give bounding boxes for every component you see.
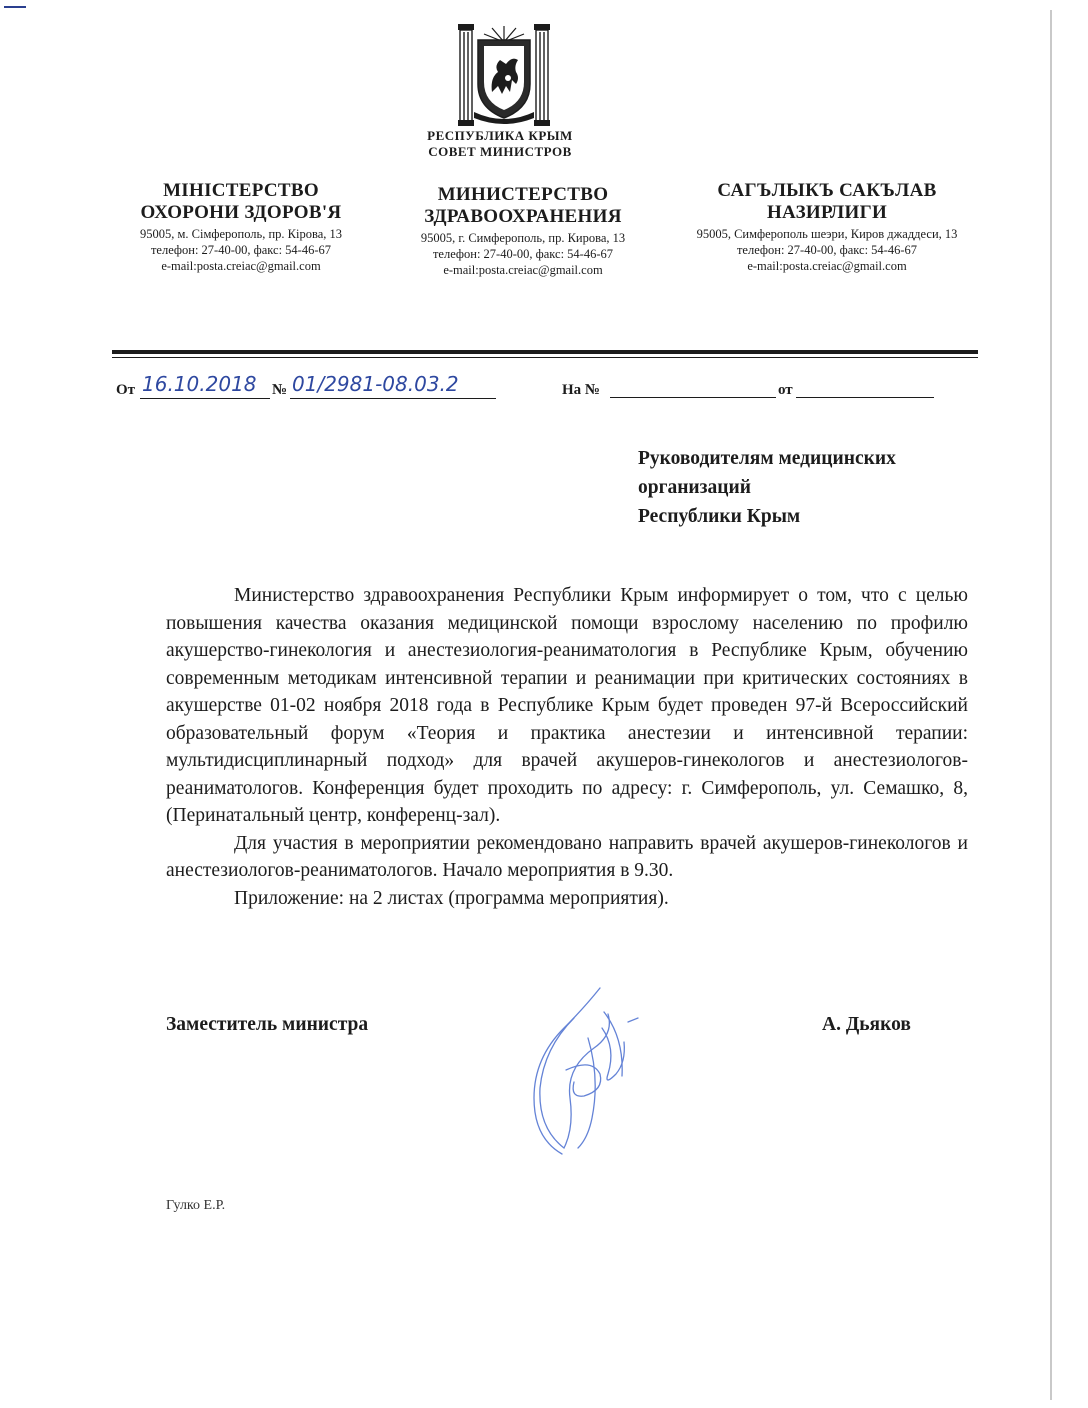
addressee-block xyxy=(638,444,998,531)
department-phone: телефон: 27-40-00, факс: 54-46-67 xyxy=(432,247,614,261)
department-name-line2: НАЗИРЛИГИ xyxy=(766,202,888,223)
number-field xyxy=(290,372,496,399)
department-address: 95005, м. Сімферополь, пр. Кірова, 13 xyxy=(139,227,343,241)
department-ukrainian xyxy=(96,180,386,274)
addressee-line: организаций xyxy=(638,477,751,498)
body-paragraph-participation: Для участия в мероприятии рекомендовано направить врачей акушеров-гинекологов и анестезиологов-реаниматологов. Начало мероприятия в 9.30. xyxy=(166,832,968,881)
from-label: От xyxy=(116,382,136,398)
coat-of-arms-icon xyxy=(458,22,550,128)
number-label: № xyxy=(272,382,288,398)
department-phone: телефон: 27-40-00, факс: 54-46-67 xyxy=(150,243,332,257)
reply-date-field xyxy=(796,380,934,398)
page-edge-line xyxy=(1050,10,1052,1400)
department-name-line1: МІНІСТЕРСТВО xyxy=(163,180,319,201)
header-divider xyxy=(112,350,978,354)
signatory-name: А. Дьяков xyxy=(822,1014,911,1035)
handwritten-number: 01/2981-08.03.2 xyxy=(292,372,459,396)
department-name-line2: ЗДРАВООХРАНЕНИЯ xyxy=(424,206,622,227)
reply-date-label: от xyxy=(778,382,793,398)
reply-number-label: На № xyxy=(562,382,600,398)
department-address: 95005, г. Симферополь, пр. Кирова, 13 xyxy=(420,231,626,245)
department-email: e-mail:posta.creiac@gmail.com xyxy=(747,259,907,273)
body-paragraph-main: Министерство здравоохранения Республики Крым информирует о том, что с целью повышения качества оказания медицинской помощи взрослому населению по профилю акушерство-гинекология и анестезиология-реаниматология в Республике Крым, обучению современным методикам интенсивной терапии и реанимации при критических состояниях в акушерстве 01-02 ноября 2018 года в Республике Крым будет проведен 97-й Всероссийский образовательный форум «Теория и практика анестезии и интенсивной терапии: мультидисциплинарный подход» для врачей акушеров-гинекологов и анестезиологов-реаниматологов. Конференция будет проходить по адресу: г. Симферополь, ул. Семашко, 8, (Перинатальный центр, конференц-зал). xyxy=(166,585,968,826)
handwritten-date: 16.10.2018 xyxy=(142,372,257,396)
handwritten-signature-icon xyxy=(504,978,654,1168)
header-republic: РЕСПУБЛИКА КРЫМ xyxy=(427,128,573,143)
corner-scan-mark xyxy=(4,6,26,8)
department-email: e-mail:posta.creiac@gmail.com xyxy=(161,259,321,273)
date-field xyxy=(140,372,270,399)
addressee-line: Руководителям медицинских xyxy=(638,448,896,469)
department-name-line1: МИНИСТЕРСТВО xyxy=(437,184,609,205)
department-name-line1: САГЪЛЫКЪ САКЪЛАВ xyxy=(717,180,937,201)
department-email: e-mail:posta.creiac@gmail.com xyxy=(443,263,603,277)
department-russian xyxy=(378,184,668,278)
department-crimean-tatar xyxy=(664,180,990,274)
signatory-role: Заместитель министра xyxy=(166,1014,369,1035)
executor-name: Гулко Е.Р. xyxy=(166,1198,226,1213)
department-address: 95005, Симферополь шеэри, Киров джаддеси, 13 xyxy=(696,227,958,241)
department-name-line2: ОХОРОНИ ЗДОРОВ'Я xyxy=(140,202,342,223)
header-divider-thin xyxy=(112,357,978,358)
letter-body xyxy=(166,582,968,912)
department-phone: телефон: 27-40-00, факс: 54-46-67 xyxy=(736,243,918,257)
header-council: СОВЕТ МИНИСТРОВ xyxy=(428,144,572,159)
reply-number-field xyxy=(610,380,776,398)
addressee-line: Республики Крым xyxy=(638,506,801,527)
body-paragraph-attachment: Приложение: на 2 листах (программа мероприятия). xyxy=(234,887,669,909)
